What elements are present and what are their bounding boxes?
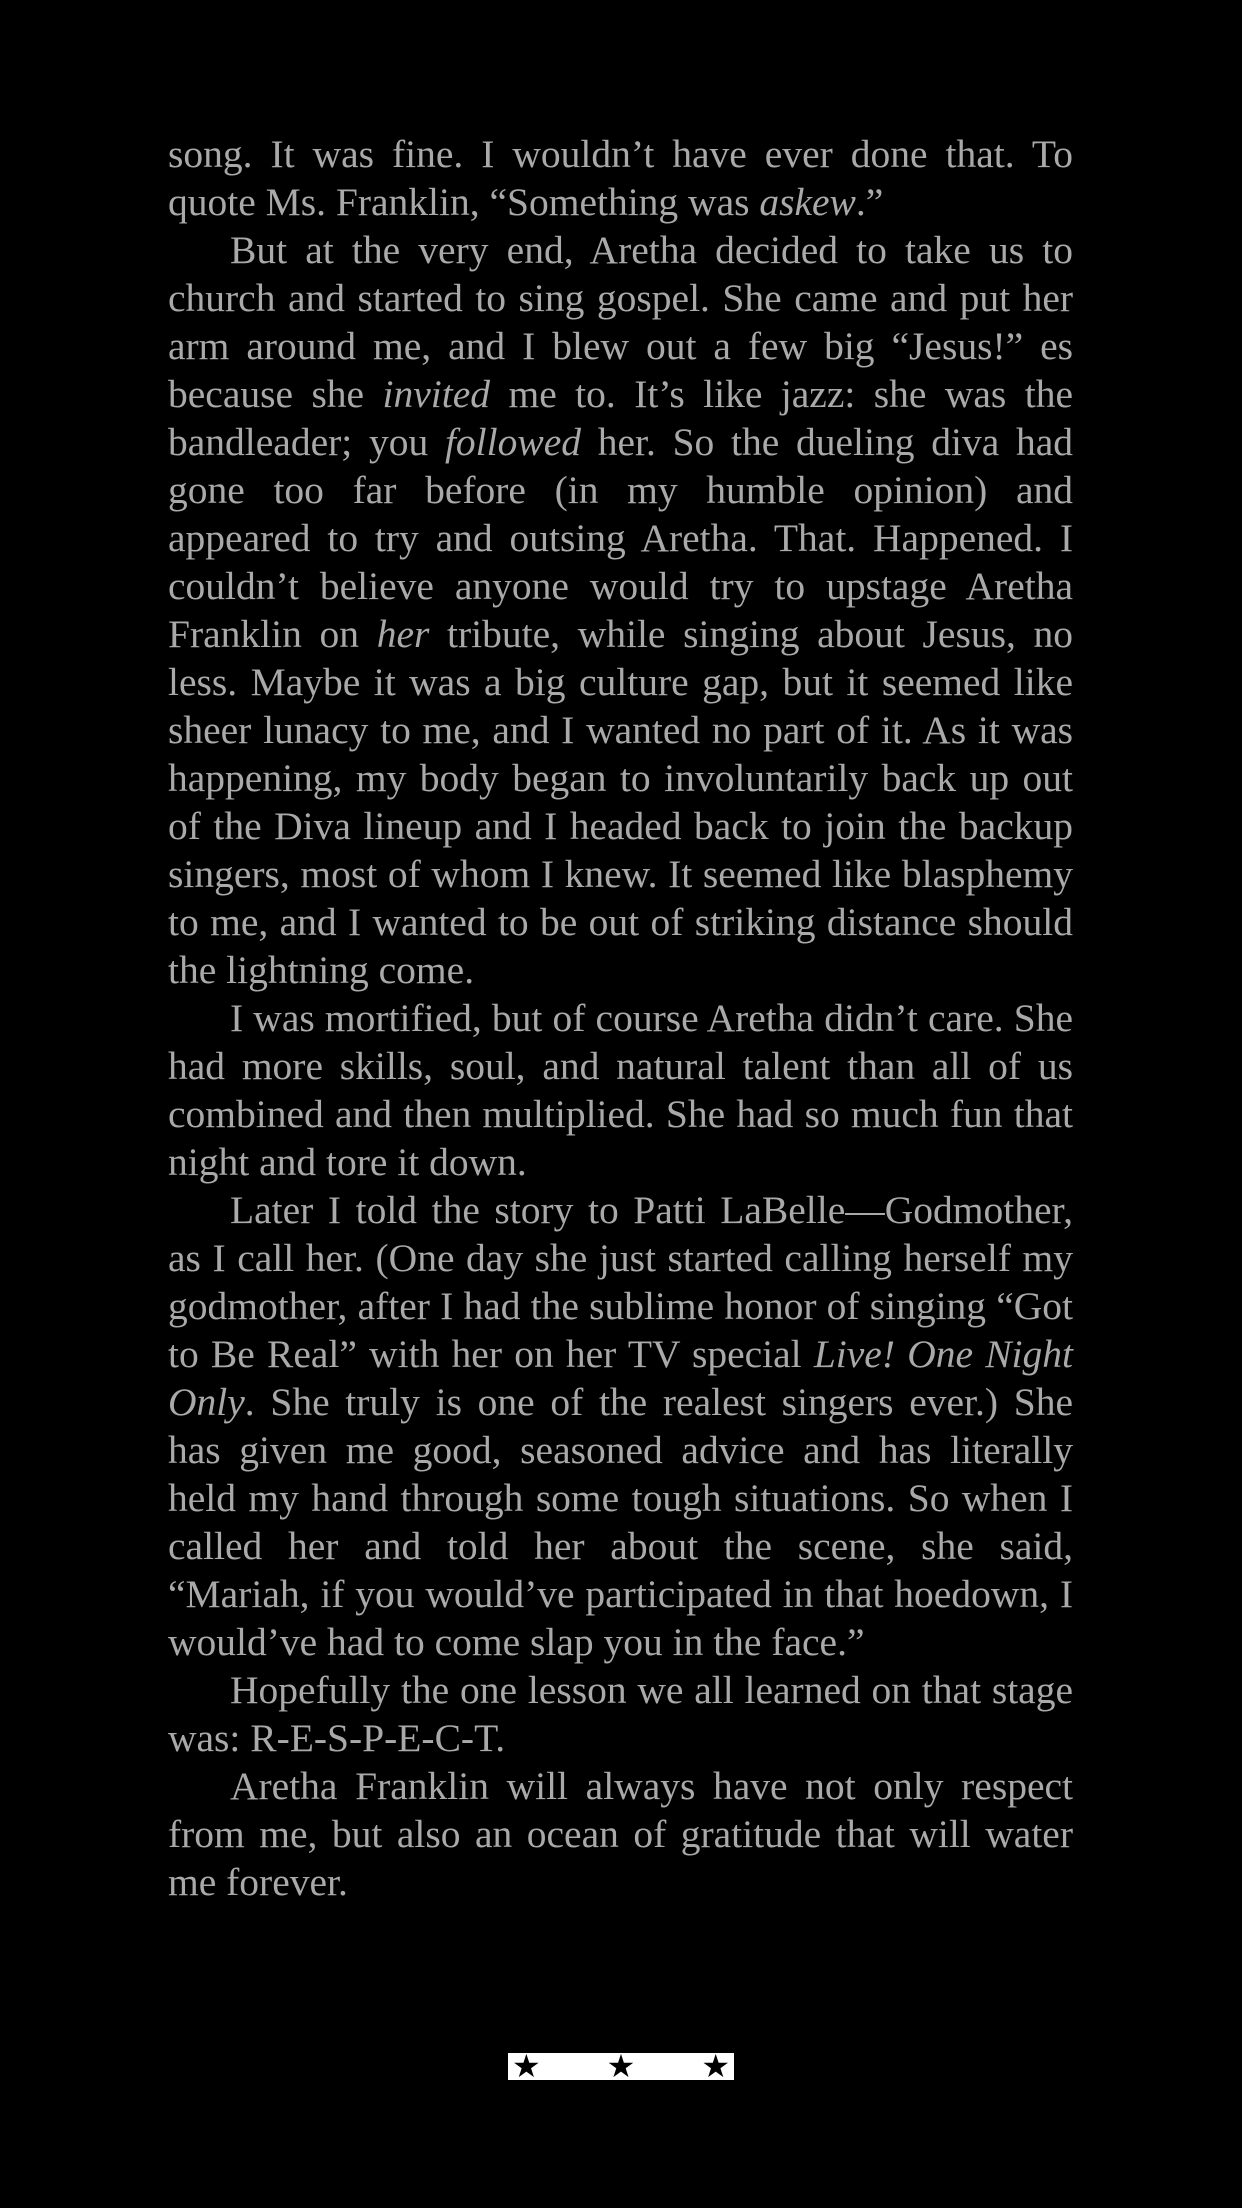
italic-text: her xyxy=(376,612,430,656)
star-icon: ★ xyxy=(606,2053,636,2080)
italic-text: Live! One Night Only xyxy=(168,1332,1073,1424)
text-segment: Aretha Franklin will always have not only respect from me, but also an ocean of gratitude that will water me forever. xyxy=(168,1764,1073,1904)
book-text-body xyxy=(168,130,1073,1906)
text-segment: Later I told the story to Patti LaBelle—Godmother, as I call her. (One day she just started calling herself my godmother, after I had the sublime honor of singing “Got to Be Real” with her on her TV special xyxy=(168,1188,1073,1376)
text-segment: .” xyxy=(855,180,884,224)
paragraph xyxy=(168,226,1073,994)
italic-text: invited xyxy=(382,372,491,416)
paragraph xyxy=(168,1666,1073,1762)
italic-text: followed xyxy=(444,420,581,464)
text-segment: tribute, while singing about Jesus, no less. Maybe it was a big culture gap, but it seemed like sheer lunacy to me, and I wanted no part of it. As it was happening, my body began to involuntarily back up out of the Diva lineup and I headed back to join the backup singers, most of whom I knew. It seemed like blasphemy to me, and I wanted to be out of striking distance should the lightning come. xyxy=(168,612,1073,992)
paragraph xyxy=(168,130,1073,226)
text-segment: song. It was fine. I wouldn’t have ever done that. To quote Ms. Franklin, “Something was xyxy=(168,132,1073,224)
text-segment: me to. It’s like jazz: she was the bandleader; you xyxy=(168,372,1074,464)
italic-text: askew xyxy=(759,180,856,224)
reader-page xyxy=(168,130,1073,1906)
text-segment: . She truly is one of the realest singers ever.) She has given me good, seasoned advice and has literally held my hand through some tough situations. So when I called her and told her about the scene, she said, “Mariah, if you would’ve participated in that hoedown, I would’ve had to come slap you in the face.” xyxy=(168,1380,1073,1664)
paragraph xyxy=(168,994,1073,1186)
section-separator xyxy=(508,2053,734,2080)
text-segment: Hopefully the one lesson we all learned on that stage was: R-E-S-P-E-C-T. xyxy=(168,1668,1073,1760)
text-segment: I was mortified, but of course Aretha didn’t care. She had more skills, soul, and natural talent than all of us combined and then multiplied. She had so much fun that night and tore it down. xyxy=(168,996,1073,1184)
star-icon: ★ xyxy=(512,2053,541,2080)
paragraph xyxy=(168,1186,1073,1666)
paragraph xyxy=(168,1762,1073,1906)
text-segment: But at the very end, Aretha decided to take us to church and started to sing gospel. She came and put her arm around me, and I blew out a few big “Jesus!” es because she xyxy=(168,228,1073,416)
star-icon: ★ xyxy=(701,2053,730,2080)
text-segment: her. So the dueling diva had gone too far before (in my humble opinion) and appeared to try and outsing Aretha. That. Happened. I couldn’t believe anyone would try to upstage Aretha Franklin on xyxy=(168,420,1073,656)
